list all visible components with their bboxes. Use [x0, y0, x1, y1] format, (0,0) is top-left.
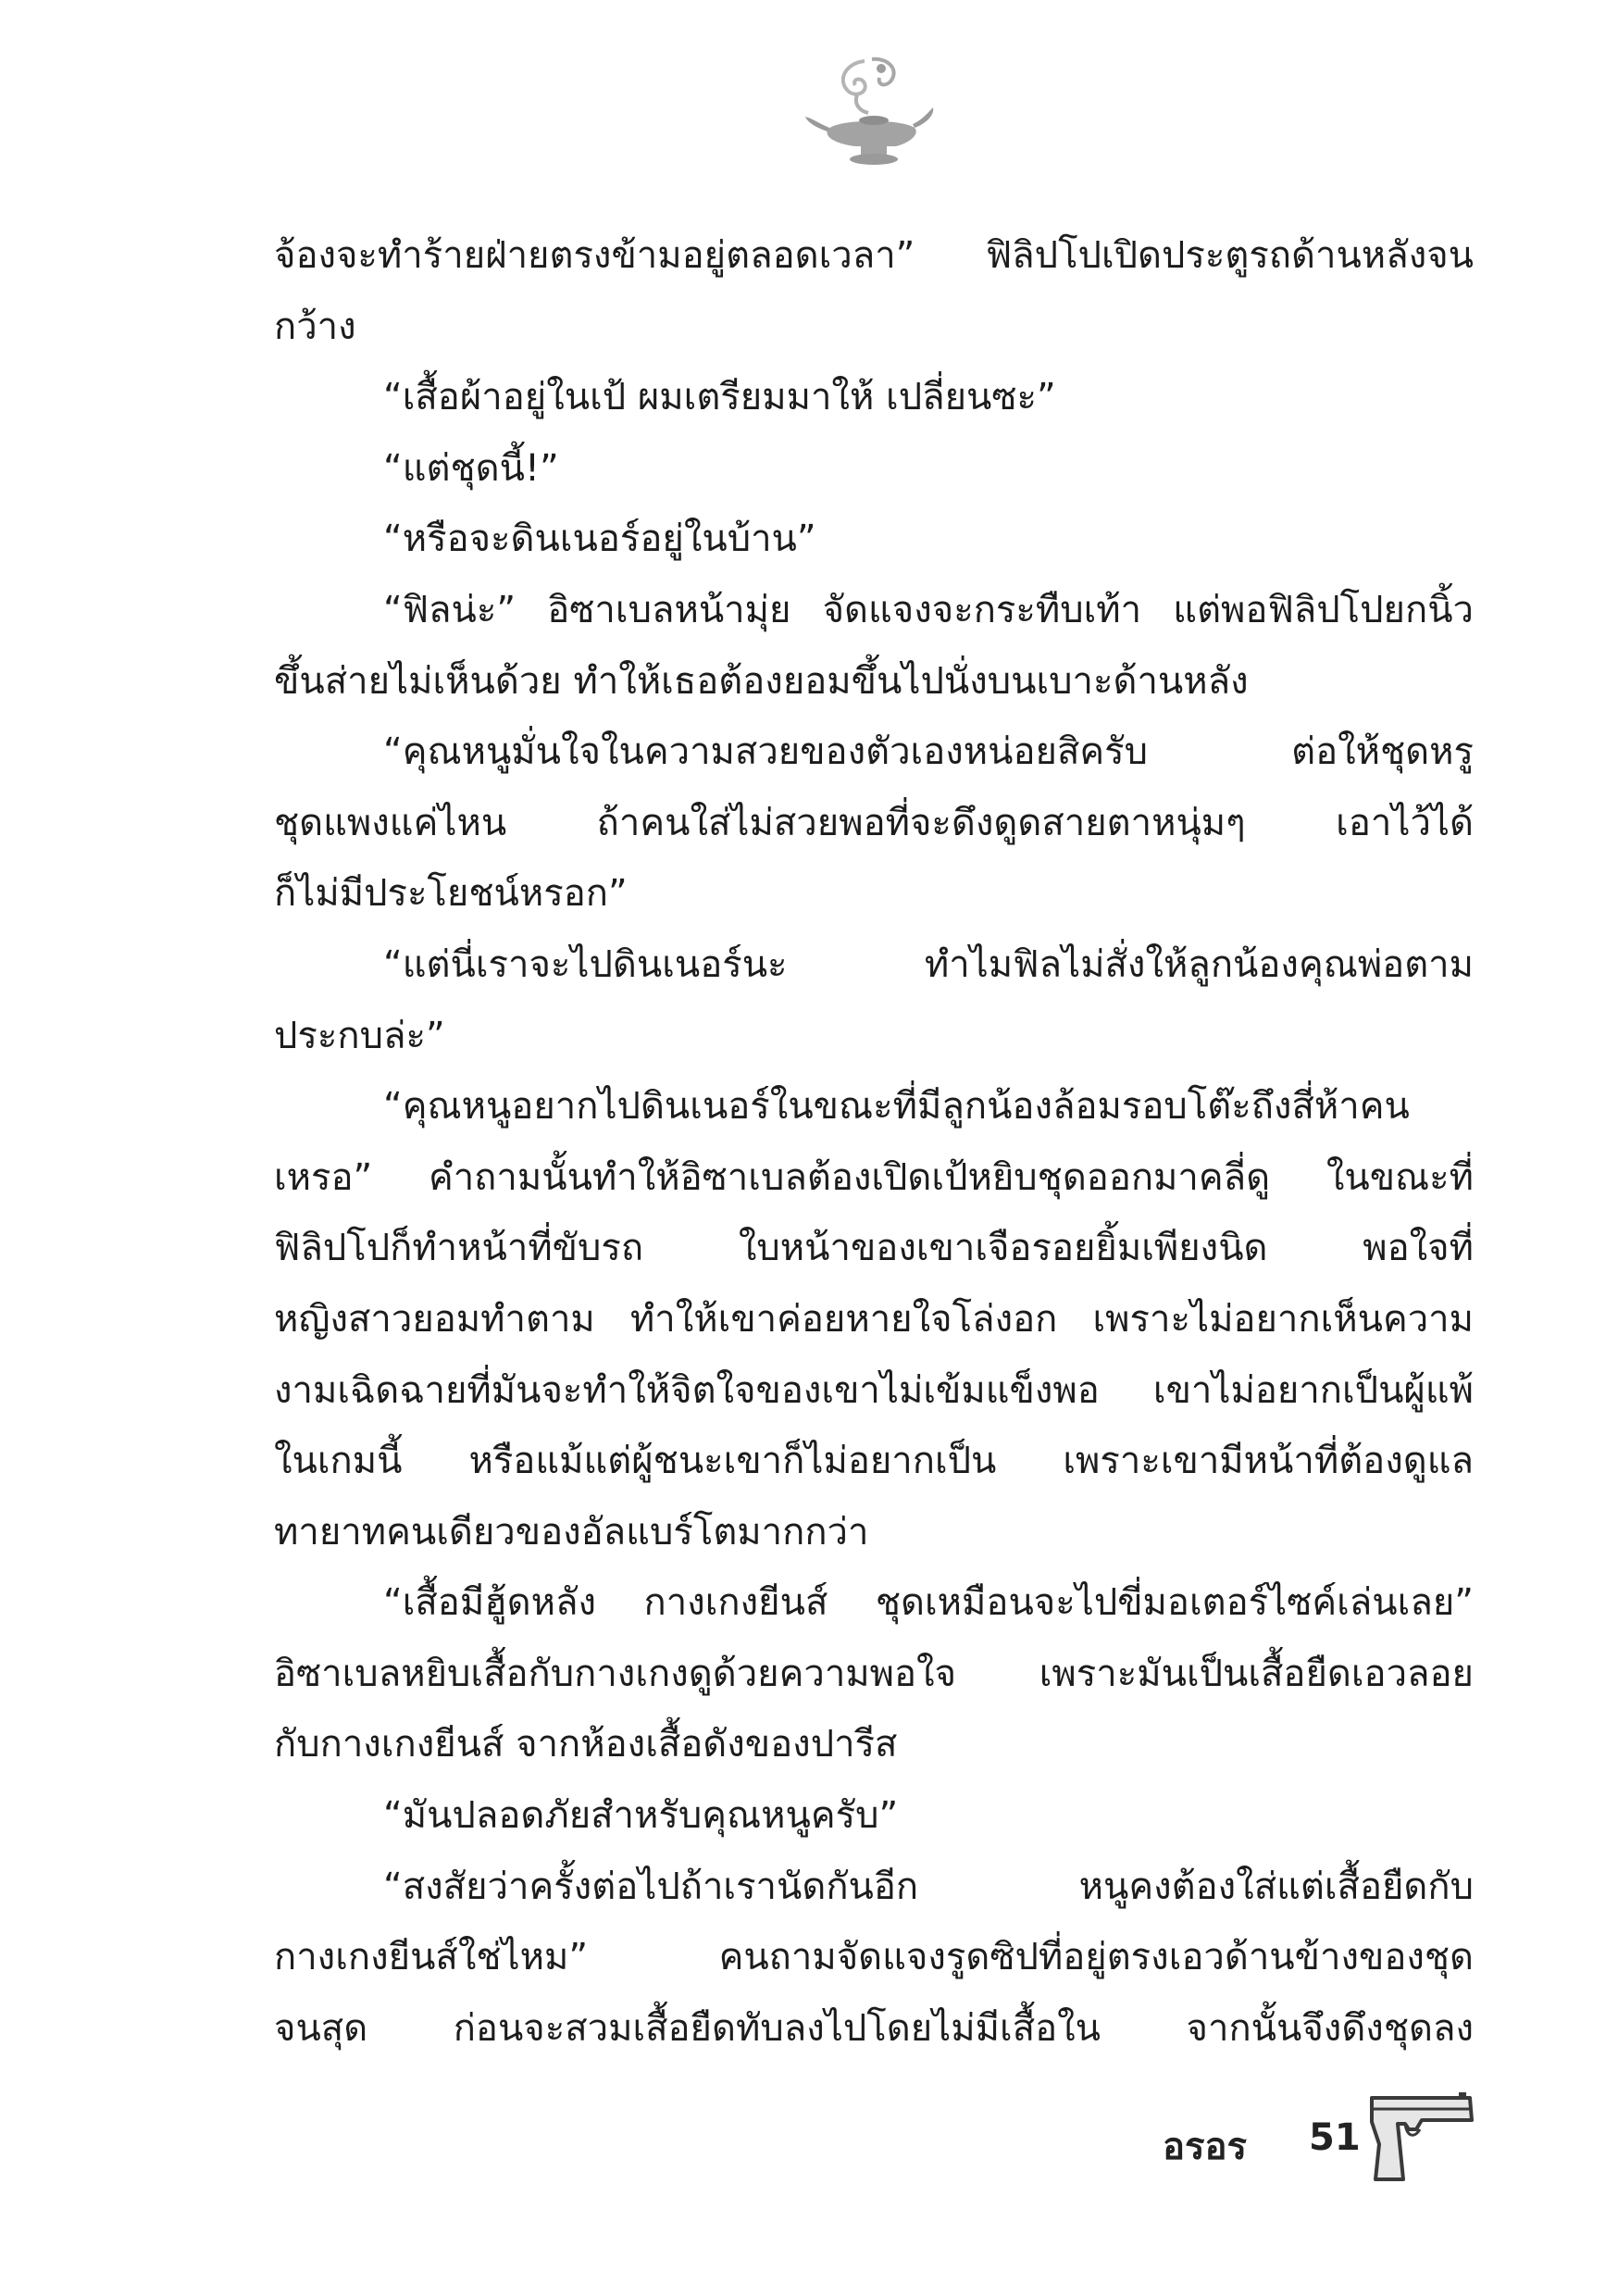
text-line: “แต่นี่เราจะไปดินเนอร์นะ ทำไมฟิลไม่สั่งให้ลูกน้องคุณพ่อตาม — [383, 942, 1474, 986]
text-line: กับกางเกงยีนส์ จากห้องเสื้อดังของปารีส — [274, 1723, 898, 1766]
text-line: ขึ้นส่ายไม่เห็นด้วย ทำให้เธอต้องยอมขึ้นไปนั่งบนเบาะด้านหลัง — [274, 659, 1249, 703]
text-line: จนสุด ก่อนจะสวมเสื้อยืดทับลงไปโดยไม่มีเสื้อใน จากนั้นจึงดึงชุดลง — [274, 2006, 1474, 2050]
body-text — [274, 220, 1474, 2064]
page-number: 51 — [1309, 2116, 1361, 2159]
text-line: “ฟิลน่ะ” อิซาเบลหน้ามุ่ย จัดแจงจะกระทืบเท้า แต่พอฟิลิปโปยกนิ้ว — [383, 588, 1474, 631]
text-line: ฟิลิปโปก็ทำหน้าที่ขับรถ ใบหน้าของเขาเจือรอยยิ้มเพียงนิด พอใจที่ — [274, 1227, 1474, 1270]
text-line: กว้าง — [274, 305, 356, 348]
page-footer — [1111, 2089, 1481, 2190]
text-line: ประกบล่ะ” — [274, 1014, 445, 1057]
text-line: “คุณหนูมั่นใจในความสวยของตัวเองหน่อยสิครับ ต่อให้ชุดหรู — [383, 730, 1474, 774]
text-line: ทายาทคนเดียวของอัลแบร์โตมากกว่า — [274, 1510, 869, 1554]
text-line: “เสื้อผ้าอยู่ในเป้ ผมเตรียมมาให้ เปลี่ยนซะ” — [383, 376, 1056, 419]
text-line: กางเกงยีนส์ใช่ไหม” คนถามจัดแจงรูดซิปที่อยู่ตรงเอวด้านข้างของชุด — [274, 1936, 1474, 1979]
text-line: งามเฉิดฉายที่มันจะทำให้จิตใจของเขาไม่เข้มแข็งพอ เขาไม่อยากเป็นผู้แพ้ — [274, 1368, 1474, 1412]
text-line: “สงสัยว่าครั้งต่อไปถ้าเรานัดกันอีก หนูคงต้องใส่แต่เสื้อยืดกับ — [383, 1865, 1474, 1908]
genie-lamp-icon — [800, 54, 939, 174]
text-line: “คุณหนูอยากไปดินเนอร์ในขณะที่มีลูกน้องล้อมรอบโต๊ะถึงสี่ห้าคน — [383, 1085, 1410, 1129]
text-line: หญิงสาวยอมทำตาม ทำให้เขาค่อยหายใจโล่งอก เพราะไม่อยากเห็นความ — [274, 1297, 1474, 1341]
text-line: “แต่ชุดนี้!” — [383, 446, 559, 490]
text-line: ชุดแพงแค่ไหน ถ้าคนใส่ไม่สวยพอที่จะดึงดูดสายตาหนุ่มๆ เอาไว้ได้ — [274, 801, 1474, 844]
text-line: ในเกมนี้ หรือแม้แต่ผู้ชนะเขาก็ไม่อยากเป็น เพราะเขามีหน้าที่ต้องดูแล — [274, 1440, 1474, 1483]
text-line: “มันปลอดภัยสำหรับคุณหนูครับ” — [383, 1794, 899, 1838]
running-footer-title: อรอร — [1163, 2126, 1248, 2168]
text-line: จ้องจะทำร้ายฝ่ายตรงข้ามอยู่ตลอดเวลา” ฟิลิปโปเปิดประตูรถด้านหลังจน — [274, 234, 1474, 277]
text-line: “หรือจะดินเนอร์อยู่ในบ้าน” — [383, 518, 816, 561]
text-line: ก็ไม่มีประโยชน์หรอก” — [274, 872, 628, 916]
text-line: “เสื้อมีฮู้ดหลัง กางเกงยีนส์ ชุดเหมือนจะไปขี่มอเตอร์ไซค์เล่นเลย” — [383, 1581, 1474, 1625]
text-line: อิซาเบลหยิบเสื้อกับกางเกงดูด้วยความพอใจ เพราะมันเป็นเสื้อยืดเอวลอย — [274, 1652, 1474, 1695]
text-line: เหรอ” คำถามนั้นทำให้อิซาเบลต้องเปิดเป้หยิบชุดออกมาคลี่ดู ในขณะที่ — [274, 1155, 1474, 1199]
pistol-icon — [1366, 2089, 1477, 2186]
